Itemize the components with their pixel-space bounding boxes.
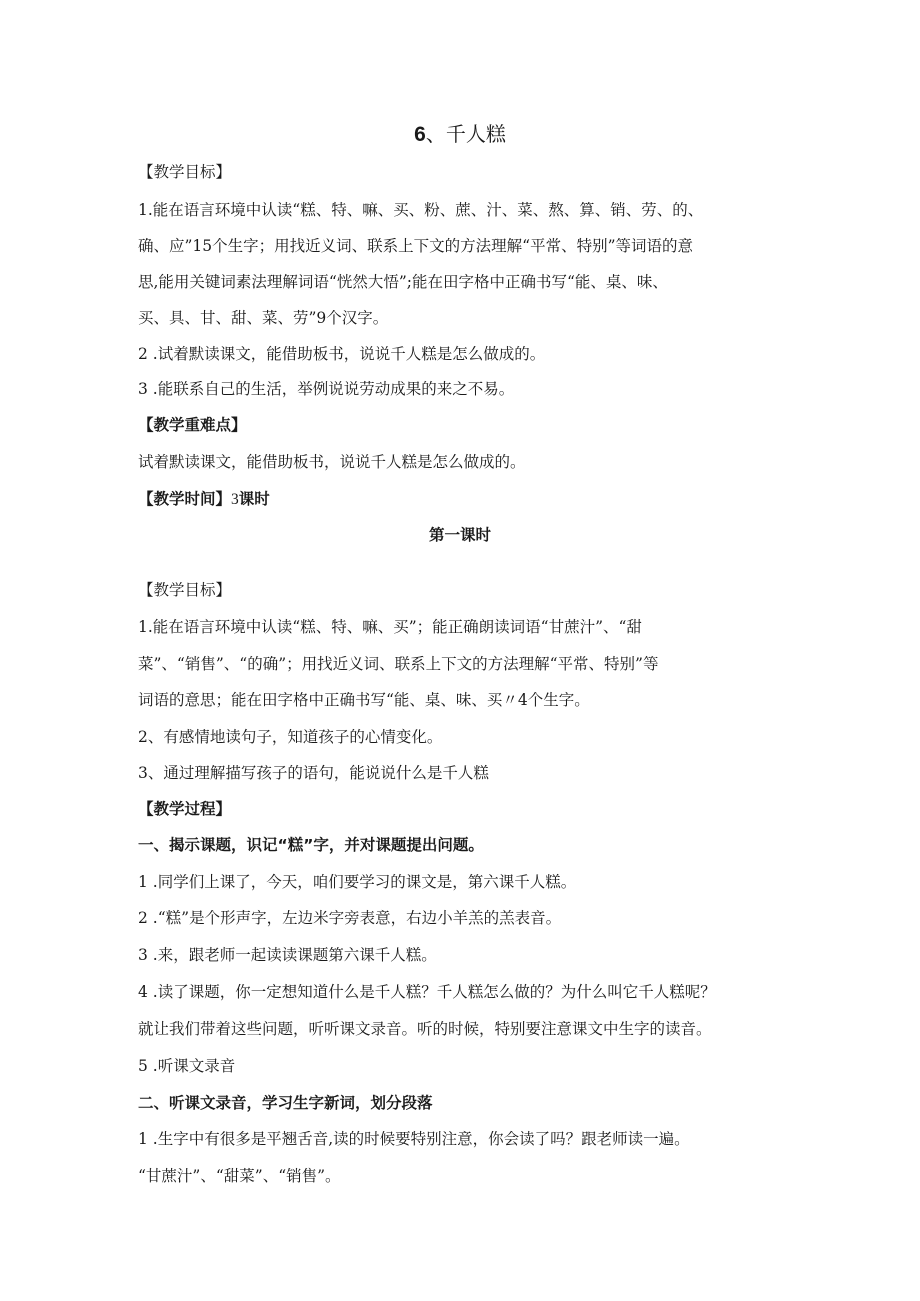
teaching-time-value: 3 xyxy=(231,491,239,508)
part1-line: 3 .来，跟老师一起读读课题第六课千人糕。 xyxy=(138,946,437,964)
part2-line: 1 .生字中有很多是平翘舌音,读的时候要特别注意，你会读了吗？跟老师读一遍。 xyxy=(138,1130,690,1148)
part1-heading: 一、揭示课题，识记“糕”字，并对课题提出问题。 xyxy=(138,836,484,854)
section-heading-process: 【教学过程】 xyxy=(138,800,232,818)
part2-line: “甘蔗汁”、“甜菜”、“销售”。 xyxy=(138,1167,341,1185)
goal-line: 思,能用关键词素法理解词语“恍然大悟”;能在田字格中正确书写“能、桌、味、 xyxy=(138,273,668,291)
part1-line: 5 .听课文录音 xyxy=(138,1057,236,1075)
lesson-heading: 第一课时 xyxy=(428,526,491,544)
section-heading-key-points: 【教学重难点】 xyxy=(138,416,247,434)
goal-line: 2 .试着默读课文，能借助板书，说说千人糕是怎么做成的。 xyxy=(138,345,546,363)
goal2-line: 3、通过理解描写孩子的语句，能说说什么是千人糕 xyxy=(138,764,489,782)
part1-line: 4 .读了课题，你一定想知道什么是千人糕？千人糕怎么做的？为什么叫它千人糕呢？ xyxy=(138,983,716,1001)
teaching-time xyxy=(138,489,270,510)
goal2-line: 1.能在语言环境中认读“糕、特、嘛、买”；能正确朗读词语“甘蔗汁”、“甜 xyxy=(138,618,642,636)
section-heading-goals: 【教学目标】 xyxy=(138,163,232,181)
document-title xyxy=(0,124,920,145)
goal-line: 确、应”15个生字；用找近义词、联系上下文的方法理解“平常、特别”等词语的意 xyxy=(138,237,693,255)
part1-line: 1 .同学们上课了，今天，咱们要学习的课文是，第六课千人糕。 xyxy=(138,873,577,891)
goal-line: 买、具、甘、甜、菜、劳”9个汉字。 xyxy=(138,309,389,327)
title-number: 6 xyxy=(414,123,426,146)
goal2-line: 菜”、“销售”、“的确”；用找近义词、联系上下文的方法理解“平常、特别”等 xyxy=(138,655,659,673)
part1-line: 就让我们带着这些问题，听听课文录音。听的时候，特别要注意课文中生字的读音。 xyxy=(138,1020,712,1038)
key-points-text: 试着默读课文，能借助板书，说说千人糕是怎么做成的。 xyxy=(138,453,526,471)
section-heading-goals-2: 【教学目标】 xyxy=(138,581,232,599)
goal2-line: 2、有感情地读句子，知道孩子的心情变化。 xyxy=(138,728,443,746)
part2-heading: 二、听课文录音，学习生字新词，划分段落 xyxy=(138,1094,433,1112)
part1-line: 2 .“糕”是个形声字，左边米字旁表意，右边小羊羔的羔表音。 xyxy=(138,909,562,927)
teaching-time-unit: 课时 xyxy=(238,490,270,508)
goal-line: 1.能在语言环境中认读“糕、特、嘛、买、粉、蔗、汁、菜、熬、算、销、劳、的、 xyxy=(138,201,704,219)
title-text: 、千人糕 xyxy=(425,122,506,146)
goal-line: 3 .能联系自己的生活，举例说说劳动成果的来之不易。 xyxy=(138,380,515,398)
teaching-time-label: 【教学时间】 xyxy=(138,490,232,508)
goal2-line: 词语的意思；能在田字格中正确书写“能、桌、味、买〃4个生字。 xyxy=(138,691,590,709)
